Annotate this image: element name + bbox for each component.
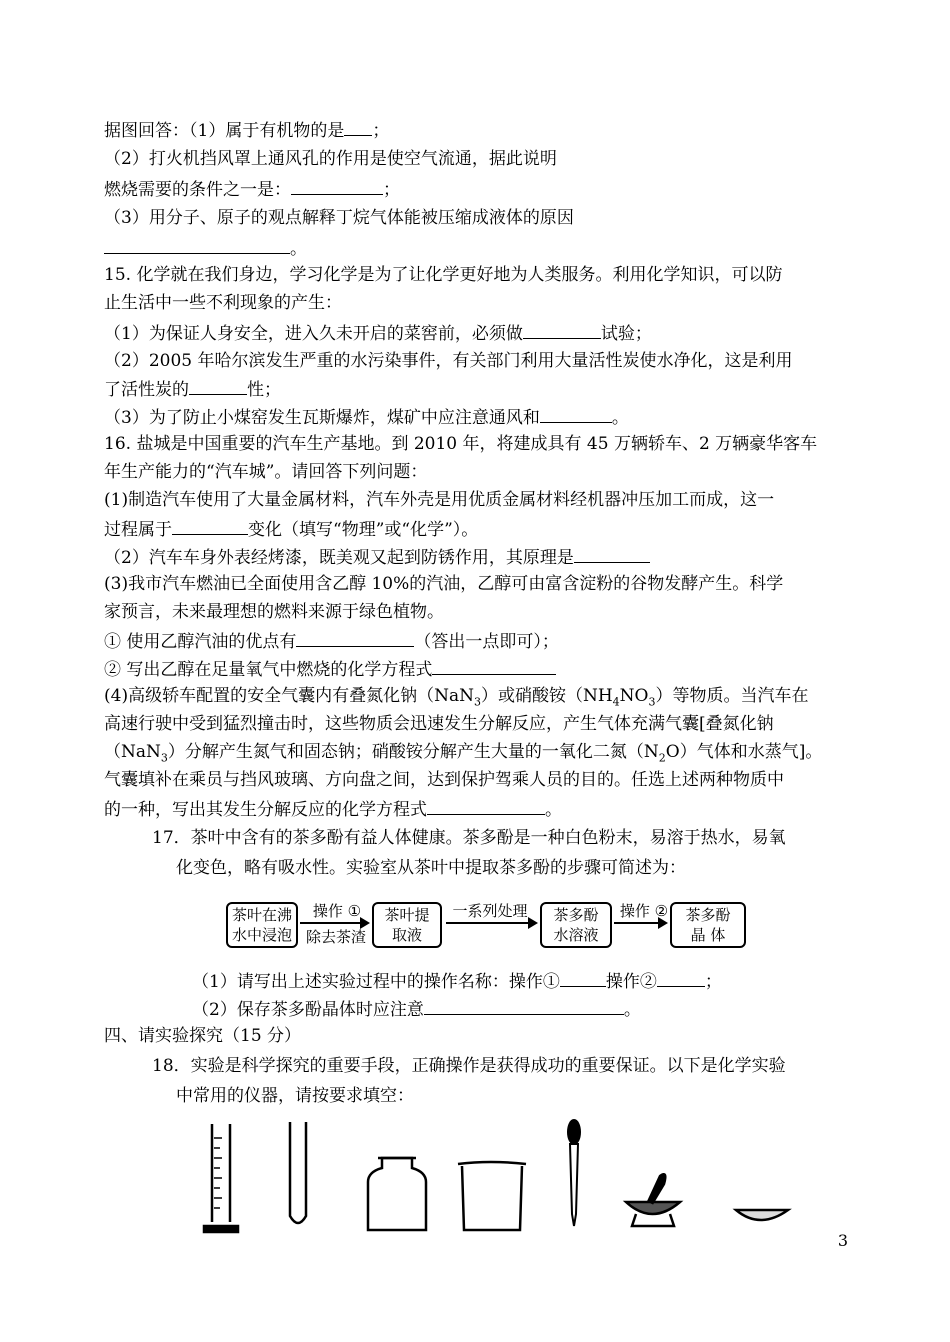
flow-label-op1: 操作 ① <box>312 902 362 920</box>
q16-line: 年生产能力的“汽车城”。请回答下列问题： <box>104 462 428 482</box>
evaporating-dish-icon <box>736 1210 788 1220</box>
blank[interactable] <box>574 544 650 563</box>
blank[interactable] <box>172 516 248 535</box>
reagent-bottle-icon <box>368 1158 426 1230</box>
q15-item-1: （1）为保证人身安全，进入久未开启的菜窖前，必须做 试验； <box>104 320 652 346</box>
q18-line: 中常用的仪器，请按要求填空： <box>176 1086 414 1106</box>
blank[interactable] <box>424 996 624 1015</box>
flow-box-tea-soak: 茶叶在沸 水中浸泡 <box>226 902 298 948</box>
section-4-heading: 四、请实验探究（15 分） <box>104 1026 302 1046</box>
blank[interactable] <box>291 176 383 195</box>
q15-line: 止生活中一些不利现象的产生： <box>104 293 342 313</box>
lab-instruments-figure <box>190 1118 810 1236</box>
test-tube-icon <box>290 1122 306 1223</box>
q16-item-4d: 气囊填补在乘员与挡风玻璃、方向盘之间，达到保护驾乘人员的目的。任选上述两种物质中 <box>104 770 784 790</box>
blank[interactable] <box>344 117 372 136</box>
blank[interactable] <box>540 404 612 423</box>
blank[interactable] <box>657 968 705 987</box>
beaker-icon <box>458 1162 526 1230</box>
flow-arrow-2 <box>446 922 530 924</box>
flow-box-crystal: 茶多酚 晶 体 <box>670 902 746 948</box>
page-number: 3 <box>837 1231 848 1250</box>
q16-item-1b: 过程属于 变化（填写“物理”或“化学”）。 <box>104 516 478 542</box>
q15-item-2b: 了活性炭的 性； <box>104 376 281 402</box>
q16-item-3b: 家预言，未来最理想的燃料来源于绿色植物。 <box>104 602 444 622</box>
blank[interactable] <box>427 796 545 815</box>
flow-box-extract: 茶叶提 取液 <box>372 902 442 948</box>
question-15: 15. 化学就在我们身边，学习化学是为了让化学更好地为人类服务。利用化学知识，可以防 <box>104 265 783 285</box>
flow-arrow-3 <box>614 922 660 924</box>
q16-item-2: （2）汽车车身外表经烤漆，既美观又起到防锈作用，其原理是 <box>104 544 650 570</box>
q17-item-1: （1）请写出上述实验过程中的操作名称：操作① 操作② ； <box>192 968 722 994</box>
blank[interactable] <box>296 628 414 647</box>
q16-item-4c: （NaN$_3$）分解产生氮气和固态钠；硝酸铵分解产生大量的一氧化二氮$(N_2O)$气体和水蒸气]。 <box>104 742 823 765</box>
q16-item-3: (3)我市汽车燃油已全面使用含乙醇 10%的汽油，乙醇可由富含淀粉的谷物发酵产生。科学 <box>104 574 784 594</box>
answer-line-5: 。 <box>104 235 307 261</box>
q15-item-3: （3）为了防止小煤窑发生瓦斯爆炸，煤矿中应注意通风和 。 <box>104 404 629 430</box>
flow-label-op2: 操作 ② <box>619 902 669 920</box>
question-17: 17．茶叶中含有的茶多酚有益人体健康。茶多酚是一种白色粉末，易溶于热水，易氧 <box>152 828 786 848</box>
q15-item-2: （2）2005 年哈尔滨发生严重的水污染事件，有关部门利用大量活性炭使水净化，这是利用 <box>104 351 793 371</box>
dropper-icon <box>568 1120 580 1226</box>
blank[interactable] <box>432 656 556 675</box>
q16-item-3d: ② 写出乙醇在足量氧气中燃烧的化学方程式 <box>104 656 556 682</box>
blank[interactable] <box>523 320 601 339</box>
question-16: 16. 盐城是中国重要的汽车生产基地。到 2010 年，将建成具有 45 万辆轿车、2 万辆豪华客车 <box>104 434 818 454</box>
graduated-cylinder-icon <box>204 1124 238 1232</box>
answer-line-1: 据图回答：（1）属于有机物的是 ； <box>104 117 389 143</box>
q17-item-2: （2）保存茶多酚晶体时应注意 。 <box>192 996 641 1022</box>
flow-arrowhead-3 <box>658 917 668 929</box>
q16-item-1: (1)制造汽车使用了大量金属材料，汽车外壳是用优质金属材料经机器冲压加工而成，这一 <box>104 490 775 510</box>
blank[interactable] <box>189 376 247 395</box>
question-18: 18．实验是科学探究的重要手段，正确操作是获得成功的重要保证。以下是化学实验 <box>152 1056 786 1076</box>
flow-label-process: 一系列处理 <box>452 902 528 920</box>
answer-line-4: （3）用分子、原子的观点解释丁烷气体能被压缩成液体的原因 <box>104 208 574 228</box>
answer-line-2: （2）打火机挡风罩上通风孔的作用是使空气流通，据此说明 <box>104 149 557 169</box>
flow-label-remove: 除去茶渣 <box>305 928 366 946</box>
blank[interactable] <box>560 968 606 987</box>
blank[interactable] <box>104 235 290 254</box>
mortar-pestle-icon <box>626 1174 680 1226</box>
extraction-flowchart <box>226 898 746 954</box>
flow-arrow-1 <box>300 922 362 924</box>
q16-item-4e: 的一种，写出其发生分解反应的化学方程式 。 <box>104 796 562 822</box>
q16-item-4: (4)高级轿车配置的安全气囊内有叠氮化钠（NaN$_3$）或硝酸铵$(NH_4NO_3)$等物质。当汽车在 <box>104 686 809 709</box>
flow-box-solution: 茶多酚 水溶液 <box>540 902 612 948</box>
q16-item-3c: ① 使用乙醇汽油的优点有 （答出一点即可）； <box>104 628 559 654</box>
q17-line: 化变色，略有吸水性。实验室从茶叶中提取茶多酚的步骤可简述为： <box>176 858 686 878</box>
answer-line-3: 燃烧需要的条件之一是： ； <box>104 176 400 202</box>
q16-item-4b: 高速行驶中受到猛烈撞击时，这些物质会迅速发生分解反应，产生气体充满气囊[叠氮化钠 <box>104 714 774 734</box>
